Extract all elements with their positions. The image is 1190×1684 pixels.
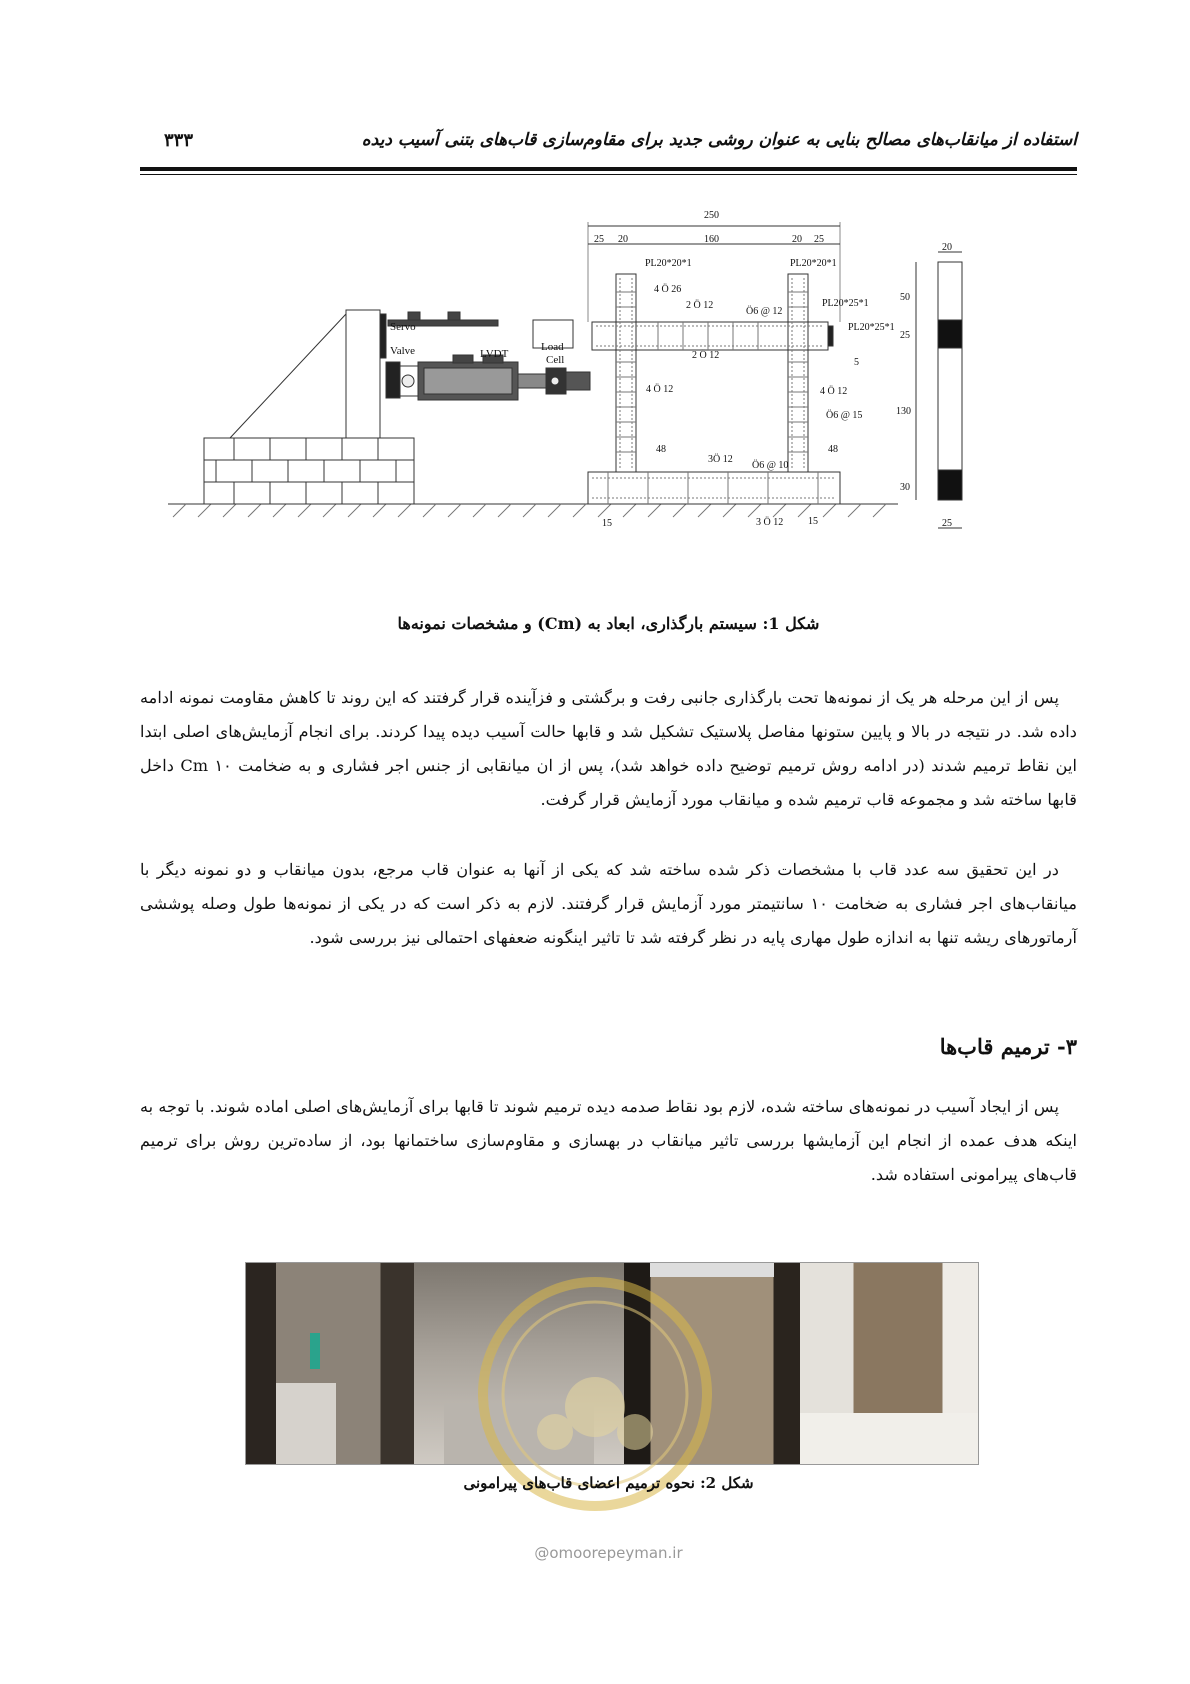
running-header — [140, 126, 1077, 162]
label-stirrup-col: Ö6 @ 15 — [826, 410, 863, 421]
label-bars-2-12-bottom: 2 Ö 12 — [692, 350, 720, 361]
label-bars-3-12-base: 3Ö 12 — [708, 454, 733, 465]
dim-section-50: 50 — [900, 292, 910, 303]
dim-section-25: 25 — [900, 330, 910, 341]
page-number: ۳۳۳ — [164, 130, 194, 151]
dim-20a: 20 — [618, 234, 628, 245]
dim-section-bottom: 25 — [942, 518, 952, 529]
left-column — [616, 274, 636, 472]
photo-damaged-column — [246, 1263, 414, 1464]
label-bars-2-12-top: 2 Ö 12 — [686, 300, 714, 311]
paragraph-1: پس از این مرحله هر یک از نمونه‌ها تحت بارگذاری جانبی رفت و برگشتی و فزآینده قرار گرفتند که این روند تا کاهش مقاومت نمونه ادامه داده شد. در نتیجه در بالا و پایین ستونها مفاصل پلاستیک تشکیل شد و قابها حالت آسیب دیده پیدا کردند. برای انجام آزمایش‌های اصلی ابتدا این نقاط ترمیم شدند (در ادامه روش ترمیم توضیح داده خواهد شد)، پس از ان میانقابی از جنس اجر فشاری و به ضخامت ۱۰ Cm داخل قابها ساخته شد و مجموعه قاب ترمیم شده و میانقاب مورد آزمایش قرار گرفت. — [140, 688, 1077, 809]
dim-25b: 25 — [814, 234, 824, 245]
label-servo: Servo — [390, 321, 416, 333]
ground-hatch — [173, 504, 886, 517]
section-3-heading: ۳- ترمیم قاب‌ها — [939, 1034, 1077, 1059]
dim-48a: 48 — [656, 444, 666, 455]
dim-section-30: 30 — [900, 482, 910, 493]
label-pl-top-left: PL20*20*1 — [645, 258, 692, 269]
foundation-beam — [588, 472, 840, 504]
label-load: Load — [541, 341, 564, 353]
label-bars-4-26: 4 Ö 26 — [654, 284, 682, 295]
dim-section-top: 20 — [942, 242, 952, 253]
header-rule-thick — [140, 167, 1077, 171]
label-pl-top-right: PL20*20*1 — [790, 258, 837, 269]
dim-total: 250 — [704, 210, 719, 221]
reaction-brace — [230, 314, 346, 438]
label-stirrup-beam: Ö6 @ 12 — [746, 306, 783, 317]
label-lvdt: LVDT — [480, 348, 509, 360]
label-bars-4-12-left: 4 Ö 12 — [646, 384, 674, 395]
label-bars-4-12-right: 4 Ö 12 — [820, 386, 848, 397]
dim-25a: 25 — [594, 234, 604, 245]
section-3-paragraph: پس از ایجاد آسیب در نمونه‌های ساخته شده، لازم بود نقاط صدمه دیده ترمیم شوند تا قابها برای آزمایش‌های اصلی اماده شوند. با توجه به اینکه هدف عمده از انجام این آزمایشها بررسی تاثیر میانقاب در بهسازی و مقاوم‌سازی ساختمانها بود، از ساده‌ترین روش برای ترمیم قاب‌های پیرامونی استفاده شد. — [140, 1097, 1077, 1184]
dim-section-130: 130 — [896, 406, 911, 417]
label-dim-5: 5 — [854, 357, 859, 368]
reaction-block-base — [204, 438, 414, 504]
figure2-caption: شکل 2: نحوه ترمیم اعضای قاب‌های پیرامونی — [463, 1474, 754, 1492]
paragraph-2: در این تحقیق سه عدد قاب با مشخصات ذکر شده ساخته شد که یکی از آنها به عنوان قاب مرجع، بدون میانقاب و دو نمونه دیگر با میانقاب‌های اجر فشاری به ضخامت ۱۰ سانتیمتر مورد آزمایش قرار گرفتند. لازم به ذکر است که در یکی از نمونه‌ها طول وصله پوششی آرماتورهای ریشه تنها به اندازه طول مهاری پایه در نظر گرفته شد تا تاثیر اینگونه ضعفهای احتمالی نیز بررسی شود. — [140, 860, 1077, 947]
photo-repaired-plaster — [800, 1263, 978, 1464]
right-column — [788, 274, 808, 472]
label-pl-side-1: PL20*25*1 — [822, 298, 869, 309]
dim-15a: 15 — [602, 518, 612, 529]
label-valve: Valve — [390, 345, 416, 357]
label-bars-3-12-bottom: 3 Ö 12 — [756, 517, 784, 528]
figure1-loading-system-drawing — [168, 210, 1050, 582]
figure1-caption: شکل 1: سیستم بارگذاری، ابعاد به (Cm) و مشخصات نمونه‌ها — [397, 614, 820, 633]
reaction-column — [346, 310, 380, 438]
dim-48b: 48 — [828, 444, 838, 455]
header-rule-thin — [140, 174, 1077, 175]
label-pl-side-2: PL20*25*1 — [848, 322, 895, 333]
dim-15b: 15 — [808, 516, 818, 527]
dim-20b: 20 — [792, 234, 802, 245]
section-column — [938, 262, 962, 500]
label-stirrup-base: Ö6 @ 10 — [752, 460, 789, 471]
label-cell: Cell — [546, 354, 565, 366]
watermark-site: @omoorepeyman.ir — [534, 1544, 683, 1562]
header-title: استفاده از میانقاب‌های مصالح بنایی به عنوان روشی جدید برای مقاوم‌سازی قاب‌های بتنی آسیب دیده — [361, 130, 1077, 150]
dim-160: 160 — [704, 234, 719, 245]
